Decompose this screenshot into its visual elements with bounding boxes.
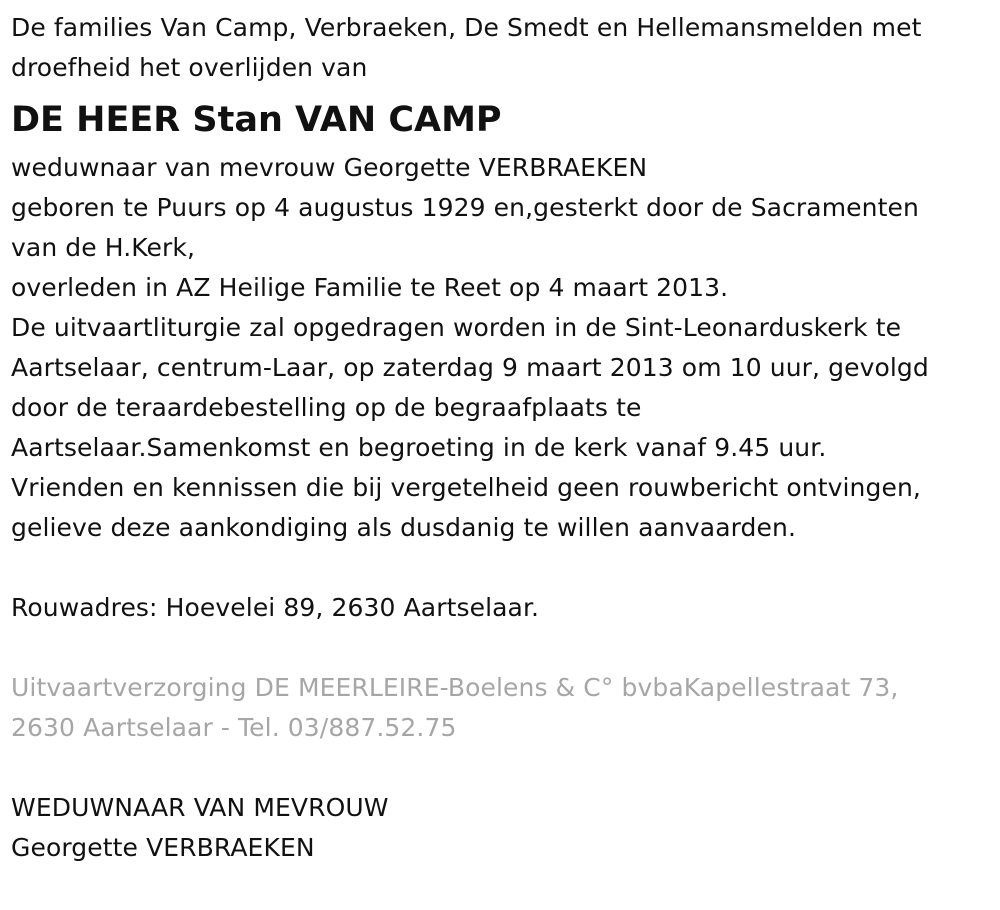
body-line: De uitvaartliturgie zal opgedragen worden in de Sint-Leonarduskerk te: [11, 313, 902, 342]
body-line: overleden in AZ Heilige Familie te Reet op 4 maart 2013.: [11, 273, 729, 302]
body-line: Aartselaar.Samenkomst en begroeting in de kerk vanaf 9.45 uur.: [11, 433, 827, 462]
mourning-address: Rouwadres: Hoevelei 89, 2630 Aartselaar.: [11, 593, 540, 622]
footer-line: Georgette VERBRAEKEN: [11, 833, 315, 862]
intro-line: droefheid het overlijden van: [11, 53, 368, 82]
body-line: weduwnaar van mevrouw Georgette VERBRAEKEN: [11, 153, 648, 182]
funeral-home-line: Uitvaartverzorging DE MEERLEIRE-Boelens & C° bvbaKapellestraat 73,: [11, 673, 899, 702]
body-line: van de H.Kerk,: [11, 233, 196, 262]
body-line: Aartselaar, centrum-Laar, op zaterdag 9 maart 2013 om 10 uur, gevolgd: [11, 353, 929, 382]
spacer: [11, 748, 990, 788]
spacer: [11, 548, 990, 588]
deceased-name: DE HEER Stan VAN CAMP: [11, 100, 502, 140]
footer-line: WEDUWNAAR VAN MEVROUW: [11, 793, 389, 822]
body-line: door de teraardebestelling op de begraafplaats te: [11, 393, 642, 422]
funeral-home-line: 2630 Aartselaar - Tel. 03/887.52.75: [11, 713, 457, 742]
body-line: gelieve deze aankondiging als dusdanig te willen aanvaarden.: [11, 513, 797, 542]
body-section: [11, 148, 990, 548]
spacer: [11, 628, 990, 668]
body-line: geboren te Puurs op 4 augustus 1929 en,gesterkt door de Sacramenten: [11, 193, 919, 222]
intro-section: [11, 8, 990, 88]
footer-section: [11, 788, 990, 868]
intro-line: De families Van Camp, Verbraeken, De Smedt en Hellemansmelden met: [11, 13, 922, 42]
body-line: Vrienden en kennissen die bij vergetelheid geen rouwbericht ontvingen,: [11, 473, 921, 502]
funeral-home-section: [11, 668, 990, 748]
